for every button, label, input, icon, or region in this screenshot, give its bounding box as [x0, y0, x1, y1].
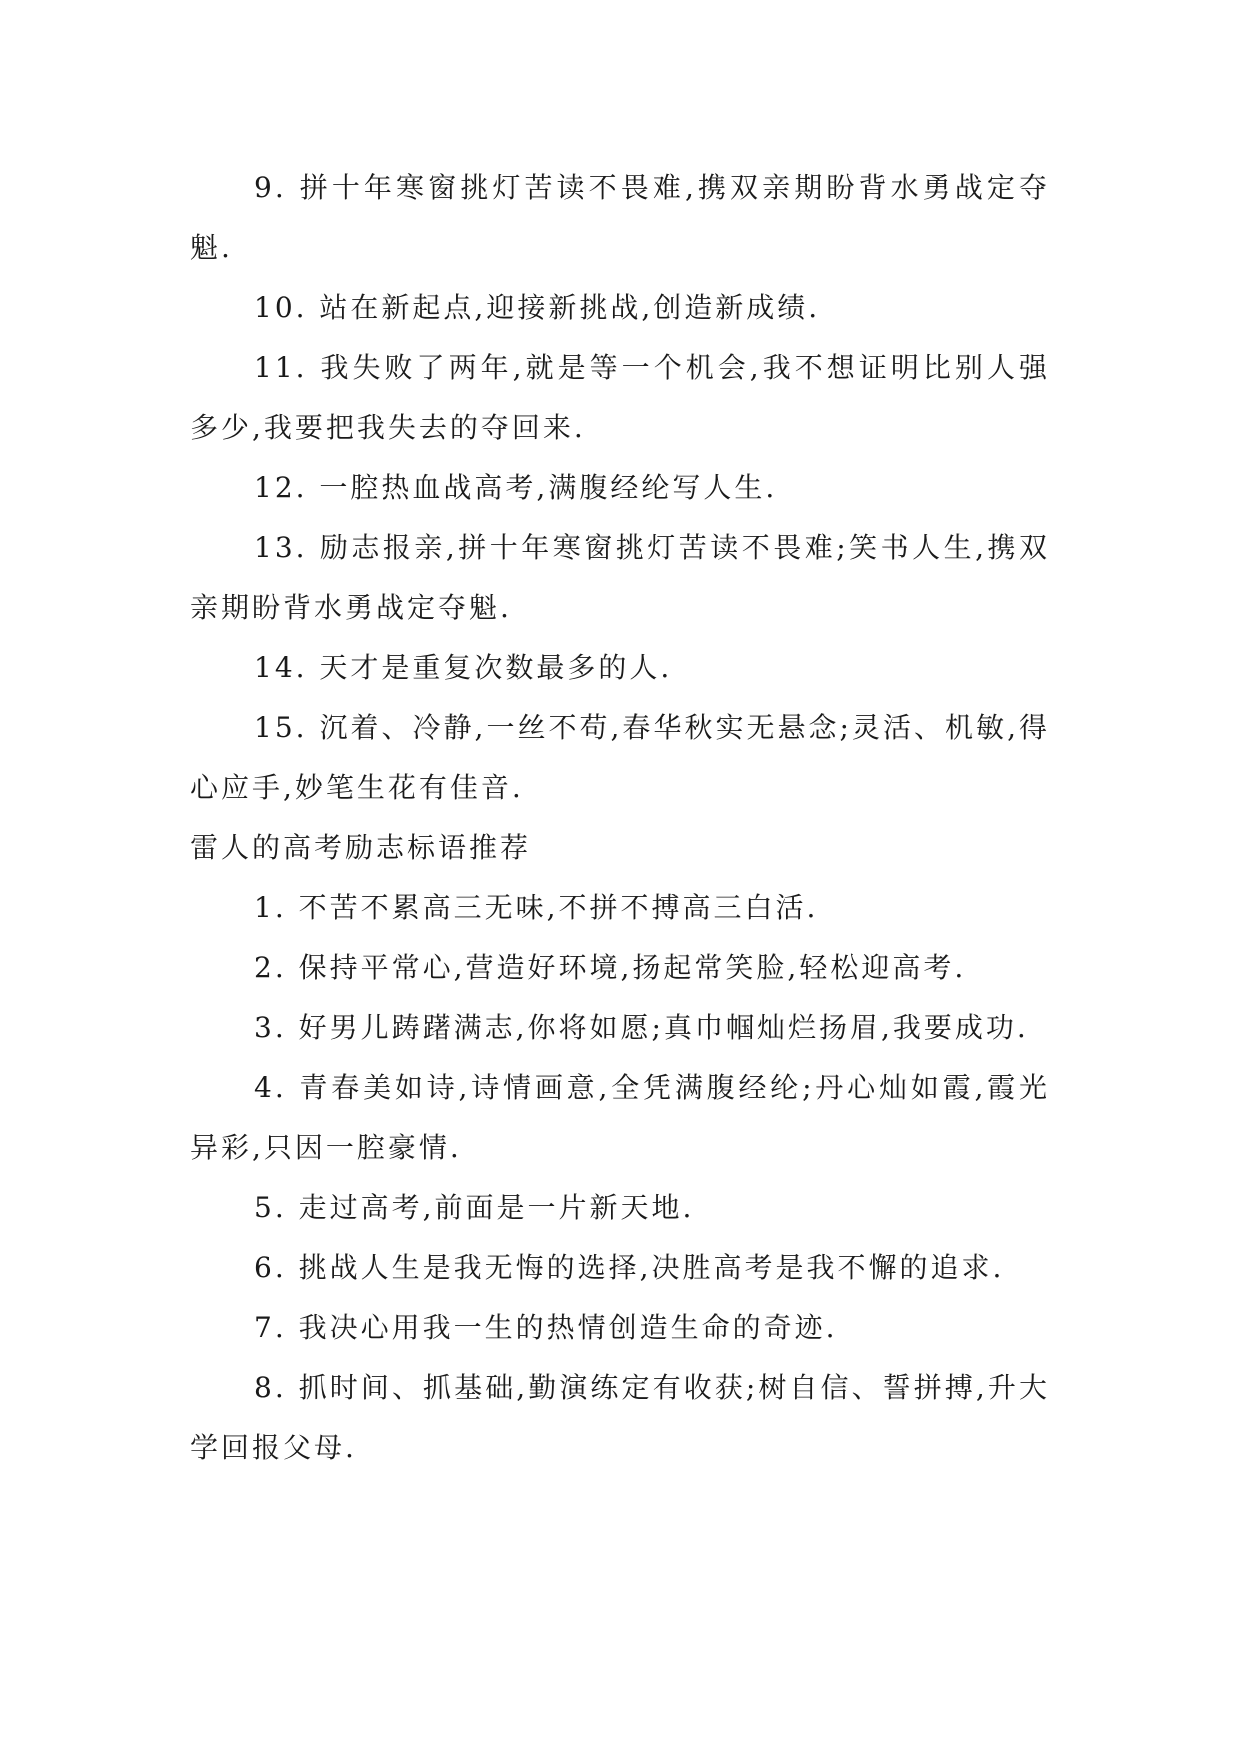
list-item: 2. 保持平常心,营造好环境,扬起常笑脸,轻松迎高考.: [254, 951, 967, 984]
list-item: 3. 好男儿踌躇满志,你将如愿;真巾帼灿烂扬眉,我要成功.: [254, 1011, 1029, 1044]
list-item: 4. 青春美如诗,诗情画意,全凭满腹经纶;丹心灿如霞,霞光异彩,只因一腔豪情.: [190, 1071, 1050, 1164]
list-item: 5. 走过高考,前面是一片新天地.: [254, 1191, 695, 1224]
list-item: 12. 一腔热血战高考,满腹经纶写人生.: [254, 471, 778, 504]
list-item: 13. 励志报亲,拼十年寒窗挑灯苦读不畏难;笑书人生,携双亲期盼背水勇战定夺魁.: [190, 531, 1050, 624]
list-item: 10. 站在新起点,迎接新挑战,创造新成绩.: [254, 291, 821, 324]
document-body: [190, 158, 1050, 1478]
list-item: 9. 拼十年寒窗挑灯苦读不畏难,携双亲期盼背水勇战定夺魁.: [190, 171, 1050, 264]
list-item: 6. 挑战人生是我无悔的选择,决胜高考是我不懈的追求.: [254, 1251, 1005, 1284]
list-item: 1. 不苦不累高三无味,不拼不搏高三白活.: [254, 891, 819, 924]
list-item: 11. 我失败了两年,就是等一个机会,我不想证明比别人强多少,我要把我失去的夺回来.: [190, 351, 1050, 444]
list-item: 8. 抓时间、抓基础,勤演练定有收获;树自信、誓拼搏,升大学回报父母.: [190, 1371, 1050, 1464]
list-item: 14. 天才是重复次数最多的人.: [254, 651, 673, 684]
list-item: 7. 我决心用我一生的热情创造生命的奇迹.: [254, 1311, 838, 1344]
list-item: 15. 沉着、冷静,一丝不苟,春华秋实无悬念;灵活、机敏,得心应手,妙笔生花有佳音.: [190, 711, 1050, 804]
section-heading: 雷人的高考励志标语推荐: [190, 831, 532, 864]
